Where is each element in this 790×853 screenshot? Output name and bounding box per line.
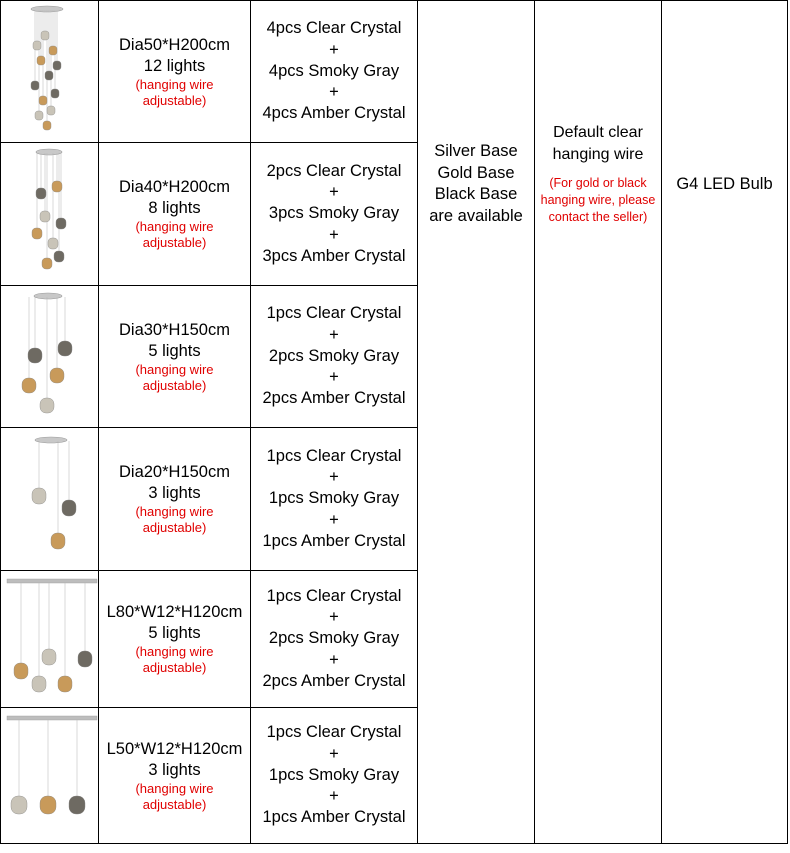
size-cell [99,286,251,428]
linear-5-lights-image [1,571,98,708]
dimensions: Dia40*H200cm [119,178,230,196]
crystal-cell [251,286,418,428]
hanging-wire-note: (hanging wire adjustable) [135,361,214,393]
bulb-type: G4 LED Bulb [676,175,773,193]
wire-default-line2: hanging wire [552,145,644,163]
black-base: Black Base [434,185,518,203]
plus-sign: + [329,608,339,627]
smoky-gray-count: 3pcs Smoky Gray [268,204,400,223]
size-cell [99,143,251,286]
amber-crystal-count: 2pcs Amber Crystal [262,671,406,690]
wire-contact-note: (For gold or black hanging wire, please contact the seller) [540,176,656,224]
smoky-gray-count: 1pcs Smoky Gray [268,765,400,784]
clear-crystal-count: 1pcs Clear Crystal [266,446,402,465]
size-cell [99,571,251,708]
pendant-3-lights-image [1,428,98,569]
amber-crystal-count: 1pcs Amber Crystal [262,808,406,827]
crystal-cell [251,143,418,286]
plus-sign: + [329,83,339,102]
clear-crystal-count: 1pcs Clear Crystal [266,586,402,605]
crystal-cell [251,571,418,708]
plus-sign: + [329,325,339,344]
crystal-cell [251,428,418,571]
plus-sign: + [329,368,339,387]
product-image-cell [1,428,99,571]
smoky-gray-count: 1pcs Smoky Gray [268,489,400,508]
silver-base: Silver Base [434,142,518,160]
product-image-cell [1,571,99,708]
wire-cell [535,1,662,844]
dimensions: Dia50*H200cm [119,35,230,54]
light-count: 3 lights [148,484,201,502]
clear-crystal-count: 1pcs Clear Crystal [266,723,402,742]
crystal-cell [251,708,418,844]
dimensions: Dia30*H150cm [119,320,230,339]
plus-sign: + [329,40,339,59]
smoky-gray-count: 2pcs Smoky Gray [268,629,400,648]
light-count: 5 lights [148,624,201,642]
table-row [1,1,788,143]
size-cell [99,1,251,143]
amber-crystal-count: 4pcs Amber Crystal [262,104,406,123]
base-availability: are available [429,206,523,225]
plus-sign: + [329,468,339,487]
smoky-gray-count: 4pcs Smoky Gray [268,61,400,80]
dimensions: L50*W12*H120cm [106,739,243,758]
plus-sign: + [329,183,339,202]
hanging-wire-note: (hanging wire adjustable) [135,644,214,675]
plus-sign: + [329,225,339,244]
product-image-cell [1,143,99,286]
wire-default-line1: Default clear [553,124,643,141]
dimensions: L80*W12*H120cm [106,603,243,621]
light-count: 5 lights [148,341,201,360]
product-image-cell [1,1,99,143]
plus-sign: + [329,787,339,806]
hanging-wire-note: (hanging wire adjustable) [135,219,214,250]
clear-crystal-count: 4pcs Clear Crystal [266,19,402,38]
base-options-cell [418,1,535,844]
amber-crystal-count: 3pcs Amber Crystal [262,246,406,265]
dimensions: Dia20*H150cm [119,463,230,481]
linear-3-lights-image [1,708,98,844]
gold-base: Gold Base [437,163,515,182]
size-cell [99,708,251,844]
clear-crystal-count: 1pcs Clear Crystal [266,304,402,323]
smoky-gray-count: 2pcs Smoky Gray [268,346,400,365]
plus-sign: + [329,744,339,763]
pendant-5-lights-image [1,286,98,427]
size-cell [99,428,251,571]
pendant-8-lights-image [1,143,98,284]
crystal-cell [251,1,418,143]
light-count: 12 lights [143,56,206,75]
light-count: 8 lights [148,199,201,217]
amber-crystal-count: 2pcs Amber Crystal [262,389,406,408]
pendant-12-lights-image [1,1,98,142]
product-image-cell [1,708,99,844]
plus-sign: + [329,510,339,529]
plus-sign: + [329,650,339,669]
hanging-wire-note: (hanging wire adjustable) [135,780,214,812]
hanging-wire-note: (hanging wire adjustable) [135,504,214,535]
hanging-wire-note: (hanging wire adjustable) [135,76,214,108]
amber-crystal-count: 1pcs Amber Crystal [262,531,406,550]
light-count: 3 lights [148,760,201,779]
product-image-cell [1,286,99,428]
clear-crystal-count: 2pcs Clear Crystal [266,161,402,180]
bulb-cell [662,1,788,844]
